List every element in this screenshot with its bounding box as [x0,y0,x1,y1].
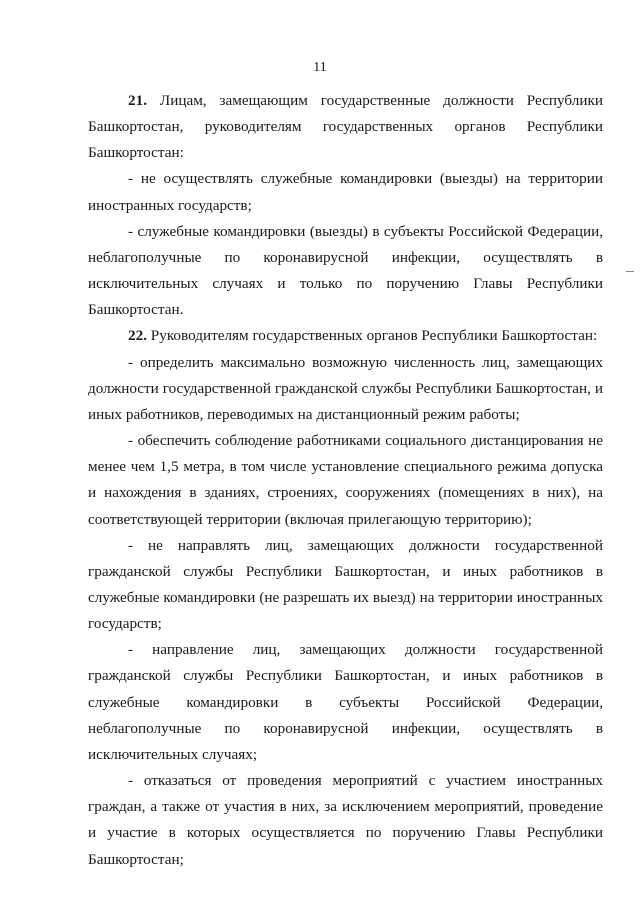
page-number: 11 [313,60,327,75]
margin-mark [626,271,634,272]
paragraph-text: Лицам, замещающим государственные должности Республики Башкортостан, руководителям государственных органов Республики Башкортостан: [88,92,603,162]
paragraph-text: - направление лиц, замещающих должности государственной гражданской службы Республики Башкортостан, и иных работников в служебные командировки в субъекты Российской Федерации, неблагополучные по коронавирусной инфекции, осуществлять в исключительных случаях; [88,641,603,763]
document-body [88,88,603,873]
paragraph-text: - не осуществлять служебные командировки (выезды) на территории иностранных государств; [88,170,603,214]
list-item [88,428,603,533]
clause-number: 22. [128,327,147,345]
clause-number: 21. [128,92,147,109]
list-item [88,637,603,768]
paragraph-text: - обеспечить соблюдение работниками социального дистанцирования не менее чем 1,5 метра, в том числе установление специального режима допуска и нахождения в зданиях, строениях, сооружениях (помещениях в них), на соответствующей территории (включая прилегающую территорию); [88,432,603,528]
paragraph-text: - определить максимально возможную численность лиц, замещающих должности государственной гражданской службы Республики Башкортостан, и иных работников, переводимых на дистанционный режим работы; [88,353,603,423]
paragraph-text: - отказаться от проведения мероприятий с участием иностранных граждан, а также от участия в них, за исключением мероприятий, проведение и участие в которых осуществляется по поручению Главы Республики Башкортостан; [88,772,603,868]
list-item [88,768,603,873]
list-item [88,533,603,638]
paragraph-text: - не направлять лиц, замещающих должности государственной гражданской службы Республики Башкортостан, и иных работников в служебные командировки (не разрешать их выезд) на территории иностранных государств; [88,536,603,633]
paragraph-21 [88,88,603,166]
list-item [88,166,603,218]
list-item [88,219,603,324]
list-item [88,350,603,428]
paragraph-text: Руководителям государственных органов Республики Башкортостан: [146,327,598,345]
paragraph-22 [88,323,603,349]
paragraph-text: - служебные командировки (выезды) в субъекты Российской Федерации, неблагополучные по коронавирусной инфекции, осуществлять в исключительных случаях и только по поручению Главы Республики Башкортостан. [88,222,603,319]
